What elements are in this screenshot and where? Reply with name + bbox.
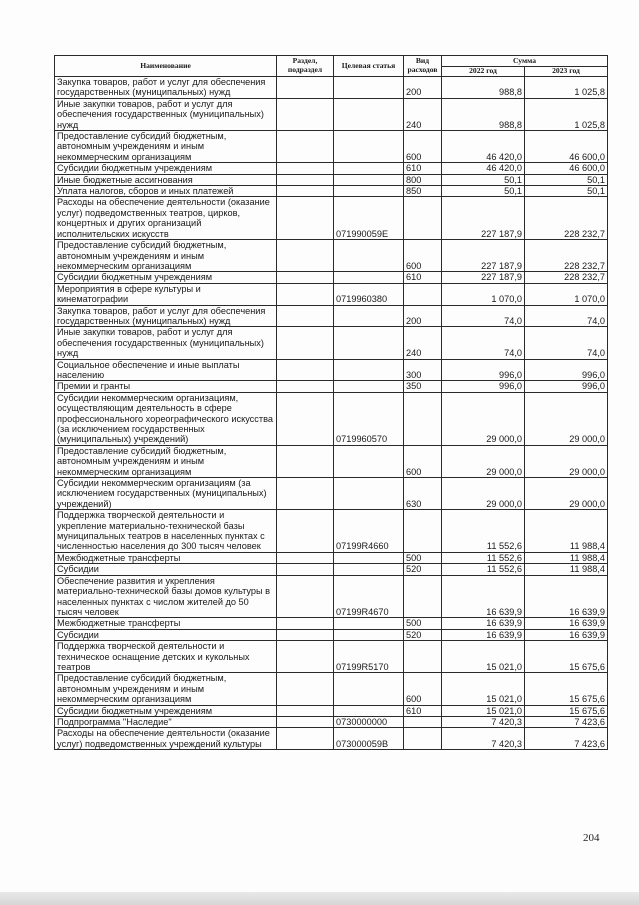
- table-row: [55, 131, 608, 163]
- row-expense-type: [404, 510, 442, 553]
- budget-table: [54, 55, 608, 750]
- row-name: Субсидии некоммерческим организациям (за исключением государственных (муниципальных) учреждений): [55, 478, 277, 510]
- row-expense-type: 200: [404, 77, 442, 99]
- row-target-code: [334, 478, 404, 510]
- row-expense-type: 500: [404, 618, 442, 629]
- row-name: Закупка товаров, работ и услуг для обеспечения государственных (муниципальных) нужд: [55, 305, 277, 327]
- table-row: [55, 381, 608, 392]
- row-target-code: [334, 673, 404, 705]
- row-section: [277, 716, 334, 727]
- row-section: [277, 163, 334, 174]
- row-sum-2022: 11 552,6: [442, 510, 525, 553]
- row-sum-2023: 29 000,0: [525, 392, 608, 445]
- row-sum-2023: 11 988,4: [525, 552, 608, 563]
- row-name: Предоставление субсидий бюджетным, автономным учреждениям и иным некоммерческим организациям: [55, 445, 277, 477]
- row-expense-type: 300: [404, 359, 442, 381]
- header-name: Наименование: [55, 56, 277, 77]
- row-sum-2023: 29 000,0: [525, 478, 608, 510]
- row-name: Предоставление субсидий бюджетным, автономным учреждениям и иным некоммерческим организациям: [55, 240, 277, 272]
- row-expense-type: 240: [404, 98, 442, 130]
- row-sum-2022: 11 552,6: [442, 564, 525, 575]
- row-expense-type: [404, 716, 442, 727]
- row-expense-type: [404, 197, 442, 240]
- row-sum-2023: 11 988,4: [525, 564, 608, 575]
- row-target-code: [334, 327, 404, 359]
- header-target: Целевая статья: [334, 56, 404, 77]
- row-sum-2023: 50,1: [525, 186, 608, 197]
- row-name: Субсидии бюджетным учреждениям: [55, 705, 277, 716]
- table-body: [55, 77, 608, 750]
- row-sum-2023: 11 988,4: [525, 510, 608, 553]
- row-sum-2023: 46 600,0: [525, 163, 608, 174]
- page-number: 204: [583, 832, 600, 844]
- table-row: [55, 283, 608, 305]
- row-target-code: [334, 445, 404, 477]
- header-section: Раздел, подраздел: [277, 56, 334, 77]
- row-section: [277, 197, 334, 240]
- row-name: Поддержка творческой деятельности и укрепление материально-технической базы муниципальных театров в населенных пунктах с численностью населения до 300 тысяч человек: [55, 510, 277, 553]
- row-target-code: [334, 98, 404, 130]
- row-target-code: 07199R4660: [334, 510, 404, 553]
- row-target-code: 07199R4670: [334, 575, 404, 618]
- row-sum-2023: 1 025,8: [525, 98, 608, 130]
- row-sum-2023: 1 070,0: [525, 283, 608, 305]
- row-name: Субсидии: [55, 629, 277, 640]
- row-section: [277, 381, 334, 392]
- header-year-2022: 2022 год: [442, 67, 525, 77]
- table-row: [55, 392, 608, 445]
- row-expense-type: 630: [404, 478, 442, 510]
- row-sum-2022: 29 000,0: [442, 445, 525, 477]
- row-sum-2023: 74,0: [525, 305, 608, 327]
- table-row: [55, 305, 608, 327]
- row-sum-2023: 228 232,7: [525, 272, 608, 283]
- row-sum-2022: 15 021,0: [442, 641, 525, 673]
- row-expense-type: 600: [404, 673, 442, 705]
- row-section: [277, 98, 334, 130]
- row-sum-2022: 7 420,3: [442, 728, 525, 750]
- row-target-code: [334, 272, 404, 283]
- row-sum-2022: 50,1: [442, 186, 525, 197]
- row-target-code: [334, 552, 404, 563]
- header-type: Вид расходов: [404, 56, 442, 77]
- row-sum-2022: 29 000,0: [442, 392, 525, 445]
- table-row: [55, 359, 608, 381]
- row-target-code: [334, 163, 404, 174]
- row-sum-2023: 15 675,6: [525, 673, 608, 705]
- row-sum-2023: 996,0: [525, 359, 608, 381]
- row-expense-type: 610: [404, 163, 442, 174]
- row-name: Закупка товаров, работ и услуг для обеспечения государственных (муниципальных) нужд: [55, 77, 277, 99]
- row-target-code: [334, 174, 404, 185]
- table-row: [55, 618, 608, 629]
- row-sum-2022: 1 070,0: [442, 283, 525, 305]
- row-target-code: [334, 77, 404, 99]
- row-sum-2023: 228 232,7: [525, 197, 608, 240]
- row-target-code: [334, 564, 404, 575]
- table-row: [55, 673, 608, 705]
- row-expense-type: 350: [404, 381, 442, 392]
- table-row: [55, 552, 608, 563]
- row-name: Уплата налогов, сборов и иных платежей: [55, 186, 277, 197]
- row-sum-2022: 74,0: [442, 305, 525, 327]
- table-row: [55, 327, 608, 359]
- row-sum-2023: 46 600,0: [525, 131, 608, 163]
- table-row: [55, 575, 608, 618]
- row-expense-type: 610: [404, 272, 442, 283]
- row-sum-2022: 16 639,9: [442, 618, 525, 629]
- row-section: [277, 327, 334, 359]
- row-section: [277, 641, 334, 673]
- row-target-code: [334, 618, 404, 629]
- row-name: Субсидии бюджетным учреждениям: [55, 163, 277, 174]
- row-sum-2023: 50,1: [525, 174, 608, 185]
- row-name: Подпрограмма "Наследие": [55, 716, 277, 727]
- row-name: Обеспечение развития и укрепления материально-технической базы домов культуры в населенных пунктах с числом жителей до 50 тысяч человек: [55, 575, 277, 618]
- row-sum-2023: 16 639,9: [525, 618, 608, 629]
- row-name: Предоставление субсидий бюджетным, автономным учреждениям и иным некоммерческим организациям: [55, 131, 277, 163]
- header-year-2023: 2023 год: [525, 67, 608, 77]
- row-sum-2022: 15 021,0: [442, 673, 525, 705]
- row-target-code: 0719960570: [334, 392, 404, 445]
- row-name: Расходы на обеспечение деятельности (оказание услуг) подведомственных театров, цирков, концертных и других организаций исполнительских искусств: [55, 197, 277, 240]
- row-section: [277, 240, 334, 272]
- table-row: [55, 186, 608, 197]
- table-row: [55, 564, 608, 575]
- row-target-code: [334, 186, 404, 197]
- row-target-code: [334, 359, 404, 381]
- row-sum-2023: 15 675,6: [525, 641, 608, 673]
- row-section: [277, 305, 334, 327]
- row-target-code: [334, 629, 404, 640]
- row-expense-type: 600: [404, 240, 442, 272]
- row-sum-2022: 227 187,9: [442, 272, 525, 283]
- table-row: [55, 705, 608, 716]
- row-sum-2022: 46 420,0: [442, 163, 525, 174]
- row-section: [277, 618, 334, 629]
- row-name: Поддержка творческой деятельности и техническое оснащение детских и кукольных театров: [55, 641, 277, 673]
- row-section: [277, 272, 334, 283]
- table-row: [55, 197, 608, 240]
- row-section: [277, 478, 334, 510]
- row-target-code: [334, 705, 404, 716]
- row-expense-type: 500: [404, 552, 442, 563]
- row-sum-2022: 46 420,0: [442, 131, 525, 163]
- header-sum: Сумма: [442, 56, 608, 67]
- row-expense-type: [404, 283, 442, 305]
- row-target-code: 073000059В: [334, 728, 404, 750]
- table-row: [55, 240, 608, 272]
- row-sum-2023: 74,0: [525, 327, 608, 359]
- row-expense-type: 520: [404, 564, 442, 575]
- table-row: [55, 510, 608, 553]
- row-sum-2022: 988,8: [442, 98, 525, 130]
- row-section: [277, 131, 334, 163]
- row-section: [277, 575, 334, 618]
- row-name: Иные бюджетные ассигнования: [55, 174, 277, 185]
- row-name: Мероприятия в сфере культуры и кинематографии: [55, 283, 277, 305]
- row-expense-type: 600: [404, 131, 442, 163]
- table-row: [55, 728, 608, 750]
- table-row: [55, 478, 608, 510]
- row-sum-2022: 16 639,9: [442, 629, 525, 640]
- row-sum-2022: 11 552,6: [442, 552, 525, 563]
- row-sum-2022: 15 021,0: [442, 705, 525, 716]
- row-section: [277, 629, 334, 640]
- row-name: Иные закупки товаров, работ и услуг для обеспечения государственных (муниципальных) нужд: [55, 327, 277, 359]
- scan-edge: [0, 892, 639, 905]
- row-target-code: [334, 305, 404, 327]
- row-expense-type: 610: [404, 705, 442, 716]
- row-sum-2023: 7 423,6: [525, 728, 608, 750]
- row-section: [277, 673, 334, 705]
- table-row: [55, 629, 608, 640]
- table-row: [55, 445, 608, 477]
- row-sum-2023: 16 639,9: [525, 629, 608, 640]
- row-sum-2022: 74,0: [442, 327, 525, 359]
- table-row: [55, 272, 608, 283]
- table-row: [55, 641, 608, 673]
- row-section: [277, 705, 334, 716]
- row-expense-type: 240: [404, 327, 442, 359]
- row-expense-type: 600: [404, 445, 442, 477]
- row-name: Субсидии: [55, 564, 277, 575]
- table-row: [55, 174, 608, 185]
- row-section: [277, 510, 334, 553]
- row-sum-2022: 7 420,3: [442, 716, 525, 727]
- row-sum-2023: 7 423,6: [525, 716, 608, 727]
- row-name: Субсидии некоммерческим организациям, осуществляющим деятельность в сфере профессионального хореографического искусства (за исключением государственных (муниципальных) учреждений): [55, 392, 277, 445]
- row-section: [277, 77, 334, 99]
- row-expense-type: 200: [404, 305, 442, 327]
- row-sum-2022: 227 187,9: [442, 197, 525, 240]
- row-target-code: 07199R5170: [334, 641, 404, 673]
- row-expense-type: [404, 575, 442, 618]
- row-section: [277, 564, 334, 575]
- row-name: Субсидии бюджетным учреждениям: [55, 272, 277, 283]
- row-sum-2022: 988,8: [442, 77, 525, 99]
- row-expense-type: 520: [404, 629, 442, 640]
- row-name: Социальное обеспечение и иные выплаты населению: [55, 359, 277, 381]
- row-target-code: [334, 381, 404, 392]
- row-section: [277, 392, 334, 445]
- row-sum-2022: 16 639,9: [442, 575, 525, 618]
- table-row: [55, 77, 608, 99]
- row-target-code: [334, 131, 404, 163]
- row-section: [277, 174, 334, 185]
- row-name: Межбюджетные трансферты: [55, 552, 277, 563]
- row-sum-2022: 227 187,9: [442, 240, 525, 272]
- row-section: [277, 445, 334, 477]
- row-section: [277, 552, 334, 563]
- row-target-code: 0730000000: [334, 716, 404, 727]
- row-name: Премии и гранты: [55, 381, 277, 392]
- table-row: [55, 716, 608, 727]
- row-section: [277, 359, 334, 381]
- row-expense-type: [404, 728, 442, 750]
- row-section: [277, 186, 334, 197]
- row-name: Расходы на обеспечение деятельности (оказание услуг) подведомственных учреждений культуры: [55, 728, 277, 750]
- row-target-code: [334, 240, 404, 272]
- row-sum-2023: 16 639,9: [525, 575, 608, 618]
- row-sum-2022: 50,1: [442, 174, 525, 185]
- row-sum-2022: 996,0: [442, 359, 525, 381]
- row-sum-2023: 15 675,6: [525, 705, 608, 716]
- row-section: [277, 283, 334, 305]
- row-target-code: 0719960380: [334, 283, 404, 305]
- table-row: [55, 163, 608, 174]
- row-expense-type: 850: [404, 186, 442, 197]
- row-expense-type: [404, 392, 442, 445]
- row-sum-2023: 1 025,8: [525, 77, 608, 99]
- row-sum-2023: 29 000,0: [525, 445, 608, 477]
- row-sum-2023: 996,0: [525, 381, 608, 392]
- row-expense-type: 800: [404, 174, 442, 185]
- row-target-code: 071990059Е: [334, 197, 404, 240]
- row-sum-2022: 29 000,0: [442, 478, 525, 510]
- row-section: [277, 728, 334, 750]
- row-expense-type: [404, 641, 442, 673]
- row-sum-2023: 228 232,7: [525, 240, 608, 272]
- table-row: [55, 98, 608, 130]
- row-name: Иные закупки товаров, работ и услуг для обеспечения государственных (муниципальных) нужд: [55, 98, 277, 130]
- header-row: [55, 56, 608, 67]
- row-name: Предоставление субсидий бюджетным, автономным учреждениям и иным некоммерческим организациям: [55, 673, 277, 705]
- row-sum-2022: 996,0: [442, 381, 525, 392]
- row-name: Межбюджетные трансферты: [55, 618, 277, 629]
